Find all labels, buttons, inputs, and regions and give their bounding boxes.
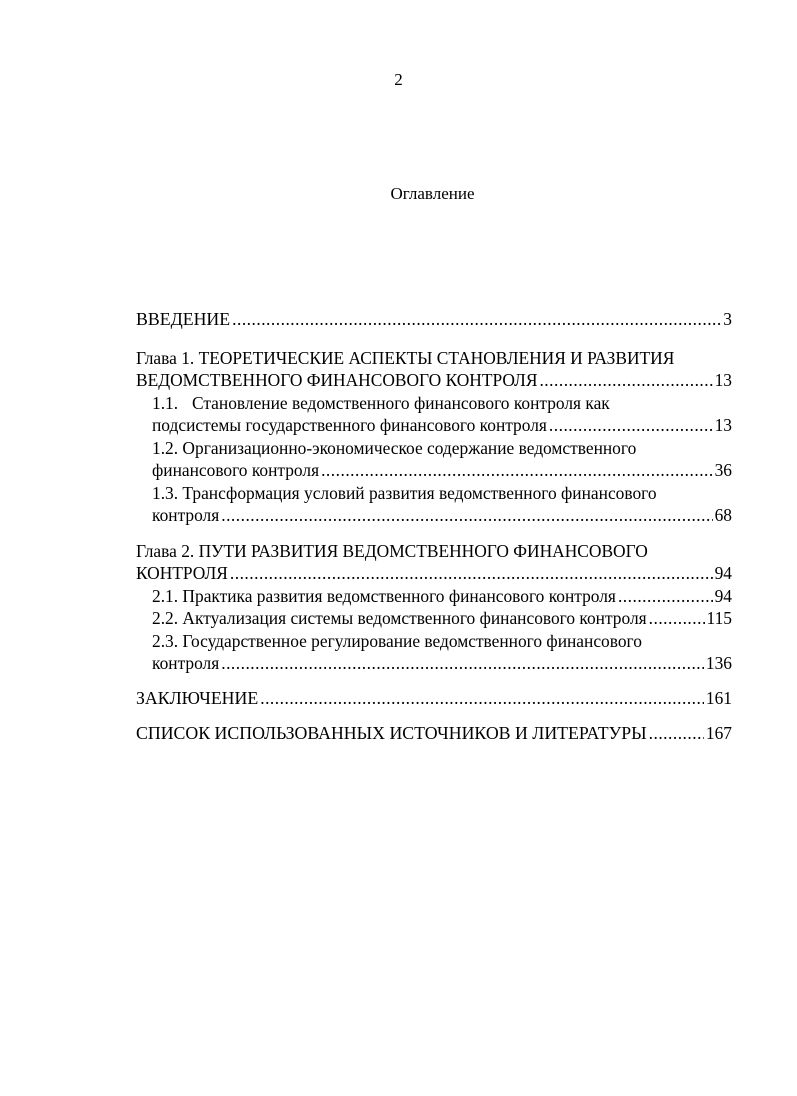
section-line-1 (152, 392, 732, 415)
section-title: Становление ведомственного финансового контроля как (192, 392, 610, 413)
dot-leader (549, 414, 713, 437)
section-line-2 (152, 414, 732, 437)
toc-section-1-2[interactable] (136, 437, 732, 482)
toc-page-number: 94 (714, 585, 732, 606)
chapter-1-heading-line-2[interactable] (136, 369, 732, 392)
toc-chapter-1 (136, 347, 732, 527)
dot-leader (232, 308, 721, 331)
toc-page-number: 136 (705, 653, 732, 673)
toc-entry-label: финансового контроля (152, 460, 320, 480)
chapter-2-heading-line-1[interactable]: Глава 2. ПУТИ РАЗВИТИЯ ВЕДОМСТВЕННОГО ФИНАНСОВОГО (136, 540, 648, 561)
dot-leader (221, 652, 704, 675)
toc-entry-label: ВВЕДЕНИЕ (136, 309, 231, 329)
dot-leader (649, 607, 705, 630)
page-title: Оглавление (390, 184, 475, 203)
dot-leader (221, 504, 712, 527)
dot-leader (539, 369, 712, 392)
chapter-2-heading-line-2[interactable] (136, 562, 732, 585)
toc-page-number: 3 (723, 309, 732, 329)
toc-page-number: 94 (714, 563, 732, 583)
dot-leader (618, 585, 713, 608)
page-number: 2 (394, 70, 403, 89)
dot-leader (321, 459, 713, 482)
section-line-1: 1.3. Трансформация условий развития ведомственного финансового (152, 482, 657, 503)
toc-entry-label: КОНТРОЛЯ (136, 563, 228, 583)
toc-entry-label: ЗАКЛЮЧЕНИЕ (136, 687, 259, 708)
toc-section-2-1[interactable] (136, 585, 732, 608)
toc-entry-label: контроля (152, 505, 220, 525)
toc-entry-label: подсистемы государственного финансового контроля (152, 415, 547, 435)
toc-page-number: 13 (714, 415, 732, 435)
toc-section-1-3[interactable] (136, 482, 732, 527)
section-line-2 (152, 652, 732, 675)
toc-page-number: 167 (705, 723, 732, 743)
toc-entry-introduction[interactable] (136, 308, 732, 331)
section-line-1: 2.3. Государственное регулирование ведомственного финансового (152, 630, 642, 651)
toc-page-number: 36 (714, 460, 732, 480)
toc-page-number: 161 (705, 687, 732, 708)
toc-entry-bibliography[interactable] (136, 722, 732, 745)
toc-entry-label: ВЕДОМСТВЕННОГО ФИНАНСОВОГО КОНТРОЛЯ (136, 370, 538, 390)
toc-chapter-2 (136, 540, 732, 675)
toc-page-number: 68 (714, 505, 732, 525)
section-line-1: 1.2. Организационно-экономическое содержание ведомственного (152, 437, 637, 458)
toc-entry-label: 2.1. Практика развития ведомственного финансового контроля (152, 585, 616, 606)
toc-entry-label: 2.2. Актуализация системы ведомственного финансового контроля (152, 608, 647, 628)
toc-section-2-2[interactable] (136, 607, 732, 630)
toc-page-number: 115 (706, 608, 732, 628)
dot-leader (230, 562, 713, 585)
toc-section-1-1[interactable] (136, 392, 732, 437)
dot-leader (260, 687, 704, 710)
section-number: 1.1. (152, 392, 179, 413)
chapter-1-heading-line-1[interactable]: Глава 1. ТЕОРЕТИЧЕСКИЕ АСПЕКТЫ СТАНОВЛЕНИЯ И РАЗВИТИЯ (136, 347, 675, 368)
section-line-2 (152, 459, 732, 482)
toc-entry-label: СПИСОК ИСПОЛЬЗОВАННЫХ ИСТОЧНИКОВ И ЛИТЕРАТУРЫ (136, 723, 647, 743)
toc-page-number: 13 (714, 370, 732, 390)
dot-leader (649, 722, 704, 745)
toc-entry-label: контроля (152, 653, 220, 673)
toc-entry-conclusion[interactable] (136, 687, 732, 710)
section-line-2 (152, 504, 732, 527)
table-of-contents (136, 308, 732, 745)
toc-section-2-3[interactable] (136, 630, 732, 675)
